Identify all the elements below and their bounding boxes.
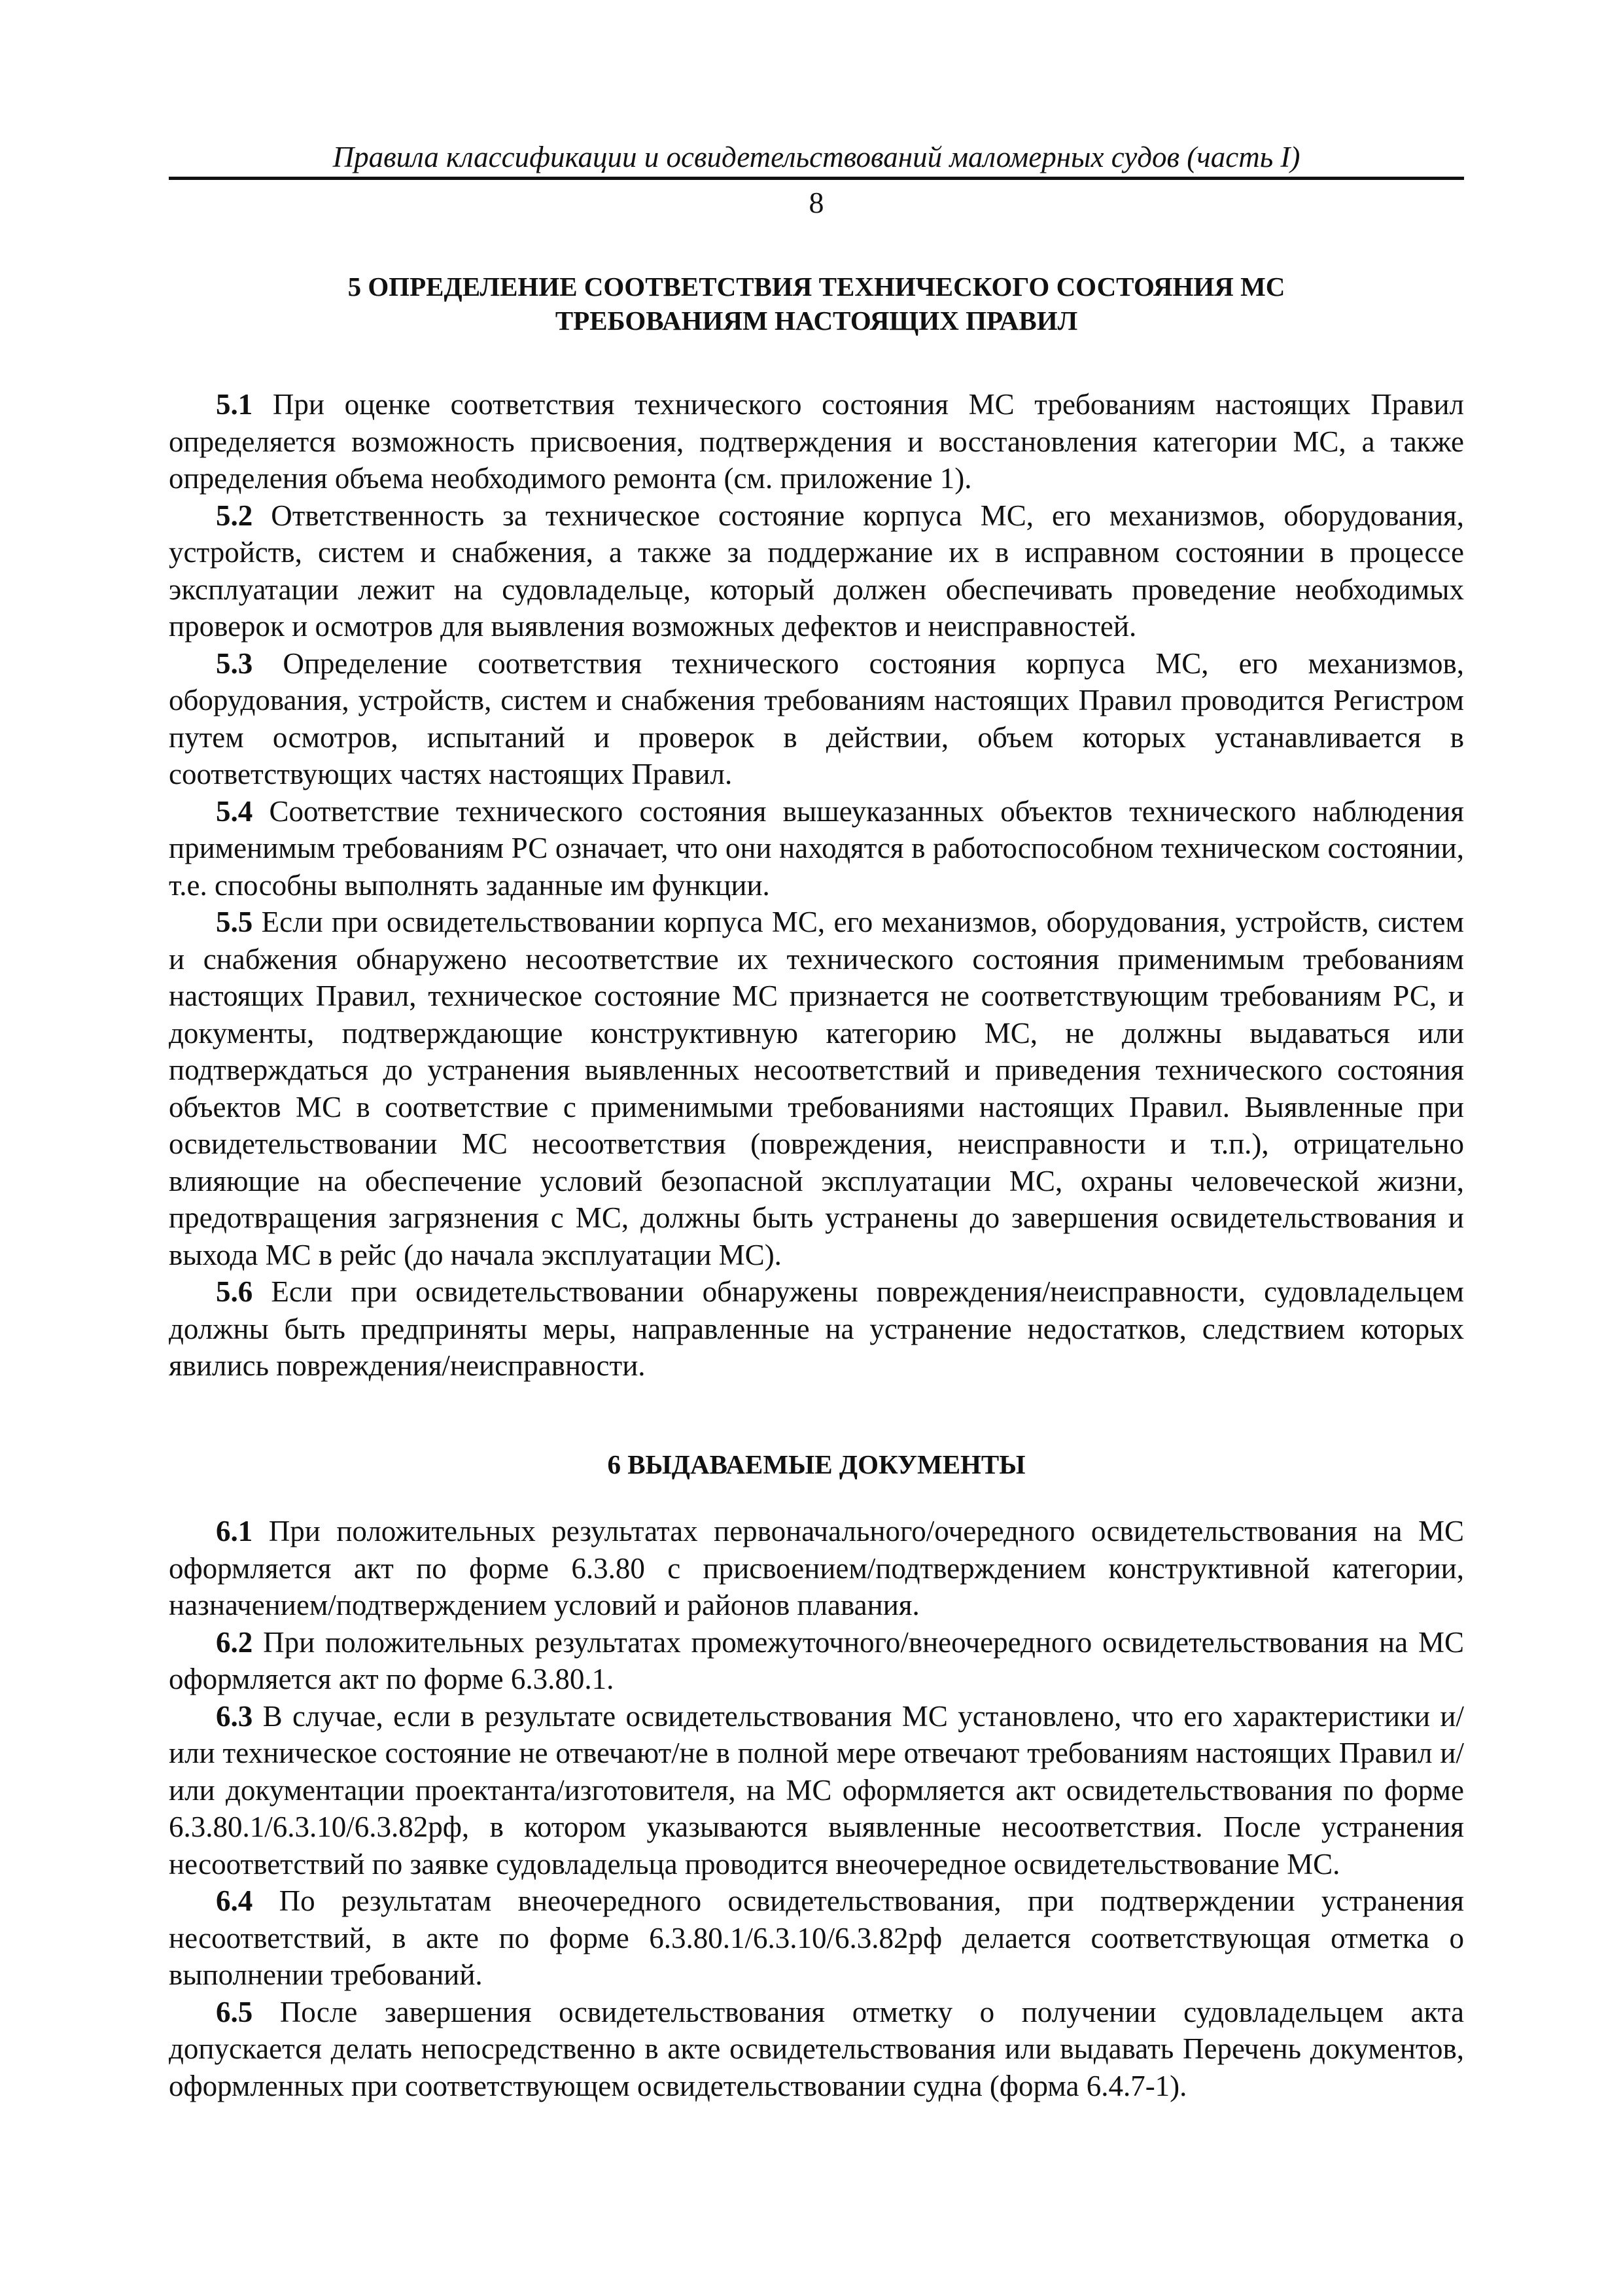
paragraph-5-3 bbox=[169, 645, 1464, 793]
paragraph-text: Ответственность за техническое состояние корпуса МС, его механизмов, оборудования, устройств, систем и снабжения, а также за поддержание их в исправном состоянии в процессе эксплуатации лежит на судовладельце, который должен обеспечивать проведение необходимых проверок и осмотров для выявления возможных дефектов и неисправностей. bbox=[169, 499, 1464, 643]
paragraph-text: После завершения освидетельствования отметку о получении судовладельцем акта допускается делать непосредственно в акте освидетельствования или выдавать Перечень документов, оформленных при соответствующем освидетельствовании судна (форма 6.4.7-1). bbox=[169, 1995, 1464, 2102]
paragraph-5-4 bbox=[169, 793, 1464, 904]
section-6-body bbox=[169, 1513, 1464, 2104]
paragraph-number: 5.1 bbox=[216, 388, 253, 421]
paragraph-5-1 bbox=[169, 386, 1464, 497]
paragraph-text: Соответствие технического состояния вышеуказанных объектов технического наблюдения применимым требованиям РС означает, что они находятся в работоспособном техническом состоянии, т.е. способны выполнять заданные им функции. bbox=[169, 794, 1464, 902]
paragraph-5-5 bbox=[169, 904, 1464, 1273]
page-number: 8 bbox=[809, 186, 824, 219]
paragraph-5-2 bbox=[169, 497, 1464, 645]
paragraph-5-6 bbox=[169, 1273, 1464, 1385]
section-5-title-line-1: 5 ОПРЕДЕЛЕНИЕ СООТВЕТСТВИЯ ТЕХНИЧЕСКОГО СОСТОЯНИЯ МС bbox=[347, 272, 1285, 302]
header-rule bbox=[169, 177, 1464, 180]
section-5-title bbox=[169, 270, 1464, 338]
paragraph-number: 6.1 bbox=[216, 1515, 253, 1547]
paragraph-6-2 bbox=[169, 1624, 1464, 1698]
running-header: Правила классификации и освидетельствований маломерных судов (часть I) bbox=[332, 141, 1300, 173]
paragraph-text: При положительных результатах промежуточного/внеочередного освидетельствования на МС оформляется акт по форме 6.3.80.1. bbox=[169, 1625, 1464, 1695]
paragraph-text: При положительных результатах первоначального/очередного освидетельствования на МС оформляется акт по форме 6.3.80 с присвоением/подтверждением конструктивной категории, назначением/подтверждением условий и районов плавания. bbox=[169, 1515, 1464, 1621]
paragraph-number: 5.6 bbox=[216, 1275, 253, 1308]
paragraph-6-5 bbox=[169, 1994, 1464, 2105]
paragraph-number: 6.2 bbox=[216, 1625, 253, 1659]
section-6-title: 6 ВЫДАВАЕМЫЕ ДОКУМЕНТЫ bbox=[607, 1449, 1026, 1479]
paragraph-text: При оценке соответствия технического состояния МС требованиям настоящих Правил определяется возможность присвоения, подтверждения и восстановления категории МС, а также определения объема необходимого ремонта (см. приложение 1). bbox=[169, 388, 1464, 495]
paragraph-number: 5.2 bbox=[216, 499, 253, 532]
paragraph-6-4 bbox=[169, 1882, 1464, 1994]
paragraph-number: 5.5 bbox=[216, 906, 253, 938]
paragraph-text: Если при освидетельствовании обнаружены повреждения/неисправности, судовладельцем должны быть предприняты меры, направленные на устранение недостатков, следствием которых явились повреждения/неисправности. bbox=[169, 1275, 1464, 1382]
paragraph-6-3 bbox=[169, 1698, 1464, 1883]
paragraph-number: 6.5 bbox=[216, 1995, 253, 2028]
paragraph-number: 6.4 bbox=[216, 1884, 253, 1917]
paragraph-text: По результатам внеочередного освидетельствования, при подтверждении устранения несоответствий, в акте по форме 6.3.80.1/6.3.10/6.3.82рф делается соответствующая отметка о выполнении требований. bbox=[169, 1884, 1464, 1991]
paragraph-text: В случае, если в результате освидетельствования МС установлено, что его характеристики и/или техническое состояние не отвечают/не в полной мере отвечают требованиям настоящих Правил и/или документации проектанта/изготовителя, на МС оформляется акт освидетельствования по форме 6.3.80.1/6.3.10/6.3.82рф, в котором указываются выявленные несоответствия. После устранения несоответствий по заявке судовладельца проводится внеочередное освидетельствование МС. bbox=[169, 1699, 1464, 1881]
section-5-title-line-2: ТРЕБОВАНИЯМ НАСТОЯЩИХ ПРАВИЛ bbox=[555, 306, 1078, 336]
paragraph-text: Определение соответствия технического состояния корпуса МС, его механизмов, оборудования, устройств, систем и снабжения требованиям настоящих Правил проводится Регистром путем осмотров, испытаний и проверок в действии, объем которых устанавливается в соответствующих частях настоящих Правил. bbox=[169, 646, 1464, 790]
paragraph-number: 5.4 bbox=[216, 794, 253, 828]
paragraph-number: 5.3 bbox=[216, 646, 253, 680]
paragraph-text: Если при освидетельствовании корпуса МС, его механизмов, оборудования, устройств, систем и снабжения обнаружено несоответствие их технического состояния применимым требованиям настоящих Правил, техническое состояние МС признается не соответствующим требованиям РС, и документы, подтверждающие конструктивную категорию МС, не должны выдаваться или подтверждаться до устранения выявленных несоответствий и приведения технического состояния объектов МС в соответствие с применимыми требованиями настоящих Правил. Выявленные при освидетельствовании МС несоответствия (повреждения, неисправности и т.п.), отрицательно влияющие на обеспечение условий безопасной эксплуатации МС, охраны человеческой жизни, предотвращения загрязнения с МС, должны быть устранены до завершения освидетельствования и выхода МС в рейс (до начала эксплуатации МС). bbox=[169, 906, 1464, 1271]
section-5-body bbox=[169, 386, 1464, 1385]
paragraph-number: 6.3 bbox=[216, 1699, 253, 1733]
paragraph-6-1 bbox=[169, 1513, 1464, 1624]
